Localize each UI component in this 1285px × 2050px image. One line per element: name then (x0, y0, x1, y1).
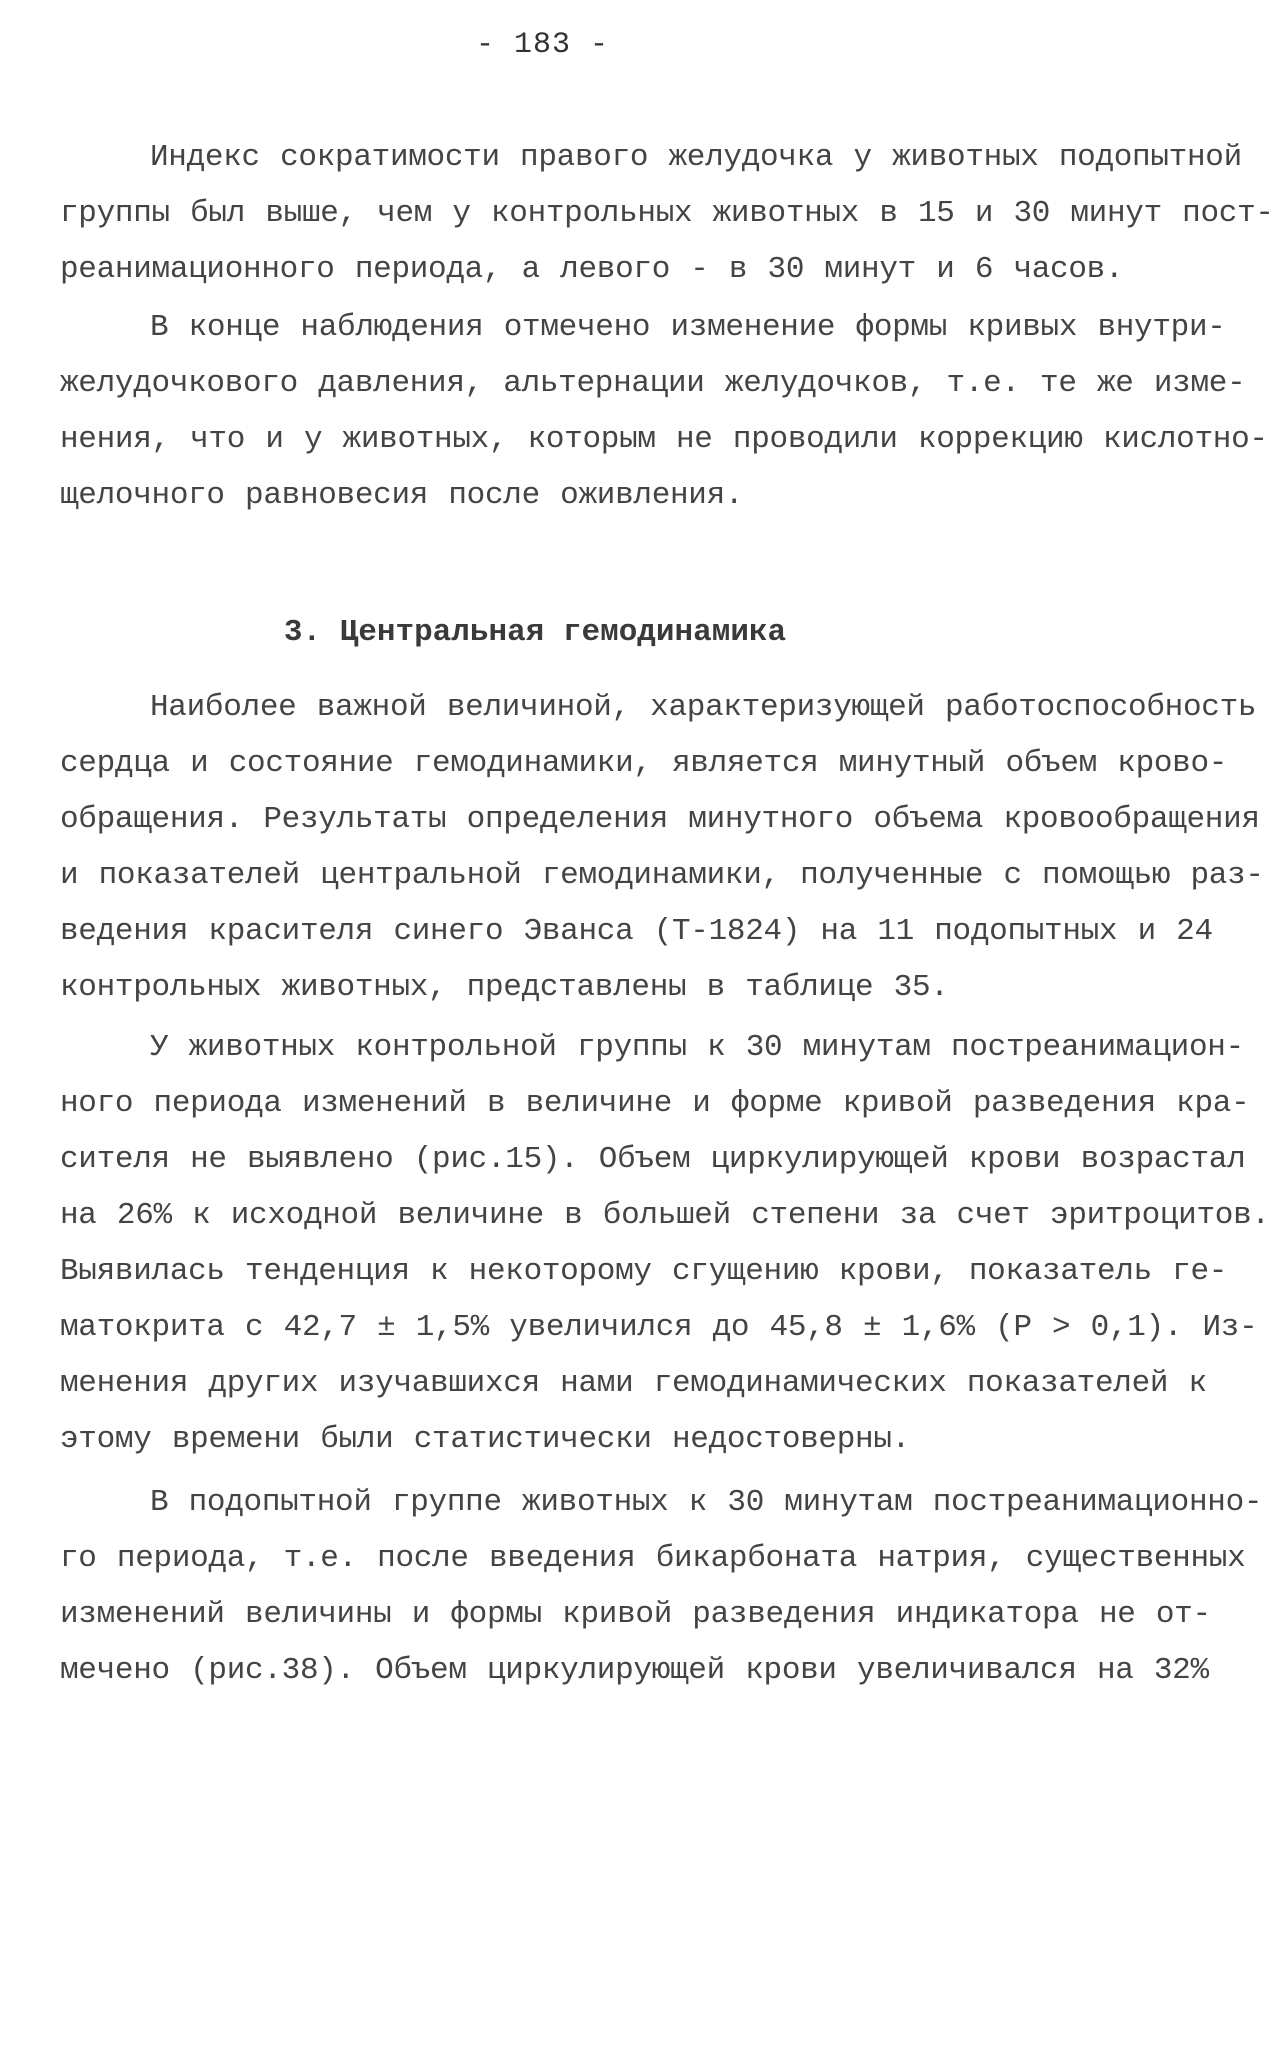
paragraph-experimental-group (60, 1475, 1263, 1699)
text-line: мечено (рис.38). Объем циркулирующей крови увеличивался на 32% (60, 1653, 1209, 1688)
text-line: группы был выше, чем у контрольных животных в 15 и 30 минут пост- (60, 196, 1274, 231)
text-line: сителя не выявлено (рис.15). Объем циркулирующей крови возрастал (60, 1142, 1246, 1177)
text-line: В конце наблюдения отмечено изменение формы кривых внутри- (150, 310, 1226, 345)
paragraph-control-group (60, 1020, 1270, 1468)
paragraph-contractility (60, 130, 1274, 298)
text-line: У животных контрольной группы к 30 минутам постреанимацион- (150, 1030, 1244, 1065)
section-heading: 3. Центральная гемодинамика (283, 615, 787, 650)
paragraph-observation-end (60, 300, 1268, 524)
text-line: контрольных животных, представлены в таблице 35. (60, 970, 949, 1005)
text-line: этому времени были статистически недостоверны. (60, 1422, 910, 1457)
text-line: сердца и состояние гемодинамики, является минутный объем крово- (60, 746, 1228, 781)
text-line: реанимационного периода, а левого - в 30 минут и 6 часов. (60, 252, 1124, 287)
text-line: желудочкового давления, альтернации желудочков, т.е. те же изме- (60, 366, 1246, 401)
text-line: менения других изучавшихся нами гемодинамических показателей к (60, 1366, 1207, 1401)
text-line: и показателей центральной гемодинамики, полученные с помощью раз- (60, 858, 1264, 893)
text-line: щелочного равновесия после оживления. (60, 478, 744, 513)
text-line: В подопытной группе животных к 30 минутам постреанимационно- (150, 1485, 1263, 1520)
text-line: изменений величины и формы кривой разведения индикатора не от- (60, 1597, 1211, 1632)
text-line: Выявилась тенденция к некоторому сгущению крови, показатель ге- (60, 1254, 1228, 1289)
text-line: ного периода изменений в величине и форме кривой разведения кра- (60, 1086, 1250, 1121)
page-number: - 183 - (475, 28, 610, 62)
text-line: Индекс сократимости правого желудочка у животных подопытной (150, 140, 1242, 175)
text-line: го периода, т.е. после введения бикарбоната натрия, существенных (60, 1541, 1246, 1576)
text-line: на 26% к исходной величине в большей степени за счет эритроцитов. (60, 1198, 1270, 1233)
text-line: Наиболее важной величиной, характеризующей работоспособность (150, 690, 1257, 725)
text-line: ведения красителя синего Эванса (Т-1824) на 11 подопытных и 24 (60, 914, 1213, 949)
text-line: нения, что и у животных, которым не проводили коррекцию кислотно- (60, 422, 1268, 457)
text-line: матокрита с 42,7 ± 1,5% увеличился до 45,8 ± 1,6% (Р > 0,1). Из- (60, 1310, 1258, 1345)
text-line: обращения. Результаты определения минутного объема кровообращения (60, 802, 1260, 837)
paragraph-minute-volume (60, 680, 1264, 1016)
